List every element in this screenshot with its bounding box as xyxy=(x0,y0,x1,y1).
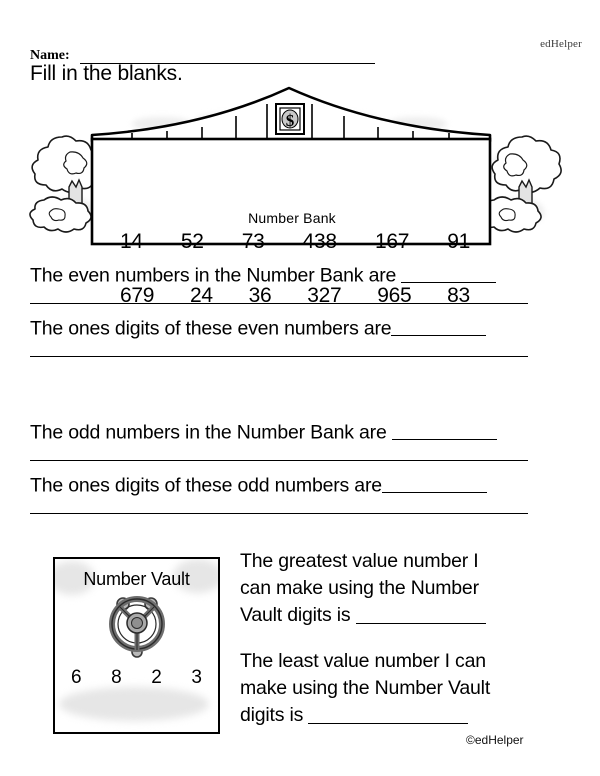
answer-rule-even-ones-digits[interactable] xyxy=(30,356,528,357)
answer-blank-odd-numbers[interactable] xyxy=(392,419,497,440)
bank-number: 83 xyxy=(447,284,470,307)
question-greatest-value-line-3-text: Vault digits is xyxy=(240,604,356,626)
number-vault-box xyxy=(53,557,220,734)
answer-rule-odd-ones-digits[interactable] xyxy=(30,513,528,514)
edhelper-logo-top: edHelper xyxy=(540,38,582,50)
edhelper-logo-bottom: ©edHelper xyxy=(466,733,524,747)
answer-rule-odd-numbers[interactable] xyxy=(30,460,528,461)
bank-number: 73 xyxy=(241,230,265,253)
answer-blank-even-numbers[interactable] xyxy=(401,262,496,283)
answer-blank-greatest-value[interactable] xyxy=(356,603,486,624)
vault-digits-row xyxy=(71,667,202,689)
question-greatest-value-line-1: The greatest value number I xyxy=(240,550,479,572)
dollar-sign-emblem-icon xyxy=(276,104,304,134)
question-least-value-line-1: The least value number I can xyxy=(240,650,486,672)
bank-number: 167 xyxy=(374,230,410,253)
question-odd-numbers-text: The odd numbers in the Number Bank are xyxy=(30,421,392,444)
answer-blank-even-ones-digits[interactable] xyxy=(391,315,486,336)
question-even-ones-digits-text: The ones digits of these even numbers are xyxy=(30,317,392,340)
question-least-value-line-2: make using the Number Vault xyxy=(240,677,491,699)
bank-number: 36 xyxy=(248,284,272,307)
vault-digit: 3 xyxy=(191,667,202,688)
question-odd-ones-digits xyxy=(30,472,530,497)
question-greatest-value-line-3 xyxy=(240,602,530,629)
bank-number: 327 xyxy=(307,284,342,307)
vault-smudge xyxy=(59,687,209,721)
number-bank-title: Number Bank xyxy=(248,210,336,226)
answer-rule-even-numbers[interactable] xyxy=(30,303,528,304)
answer-blank-least-value[interactable] xyxy=(308,703,468,724)
question-odd-ones-digits-text: The ones digits of these odd numbers are xyxy=(30,474,382,497)
bank-number: 91 xyxy=(447,230,470,253)
bank-number: 14 xyxy=(120,230,143,253)
question-least-value-line-3-text: digits is xyxy=(240,704,309,726)
question-even-ones-digits xyxy=(30,315,530,340)
page-title: Fill in the blanks. xyxy=(30,62,183,85)
bank-number: 965 xyxy=(377,284,412,307)
question-greatest-value xyxy=(240,548,530,629)
svg-text:$: $ xyxy=(285,111,295,130)
bank-number: 52 xyxy=(180,230,204,253)
bank-number: 679 xyxy=(120,284,155,307)
bank-body xyxy=(92,139,490,244)
number-vault-title: Number Vault xyxy=(83,569,190,589)
question-odd-numbers xyxy=(30,419,530,444)
vault-digit: 6 xyxy=(71,667,82,688)
vault-digit: 8 xyxy=(111,667,122,688)
question-even-numbers xyxy=(30,262,530,287)
question-least-value-line-3 xyxy=(240,702,530,729)
question-greatest-value-line-2: can make using the Number xyxy=(240,577,479,599)
question-least-value xyxy=(240,648,530,729)
bank-number: 24 xyxy=(189,284,213,307)
question-even-numbers-text: The even numbers in the Number Bank are xyxy=(30,264,402,287)
number-bank-row-1 xyxy=(120,230,470,254)
vault-digit: 2 xyxy=(151,667,162,688)
number-bank-row-2 xyxy=(120,284,470,308)
answer-blank-odd-ones-digits[interactable] xyxy=(382,472,487,493)
bank-number: 438 xyxy=(302,230,337,253)
name-label: Name: xyxy=(30,48,70,63)
vault-dial-icon xyxy=(101,592,173,660)
